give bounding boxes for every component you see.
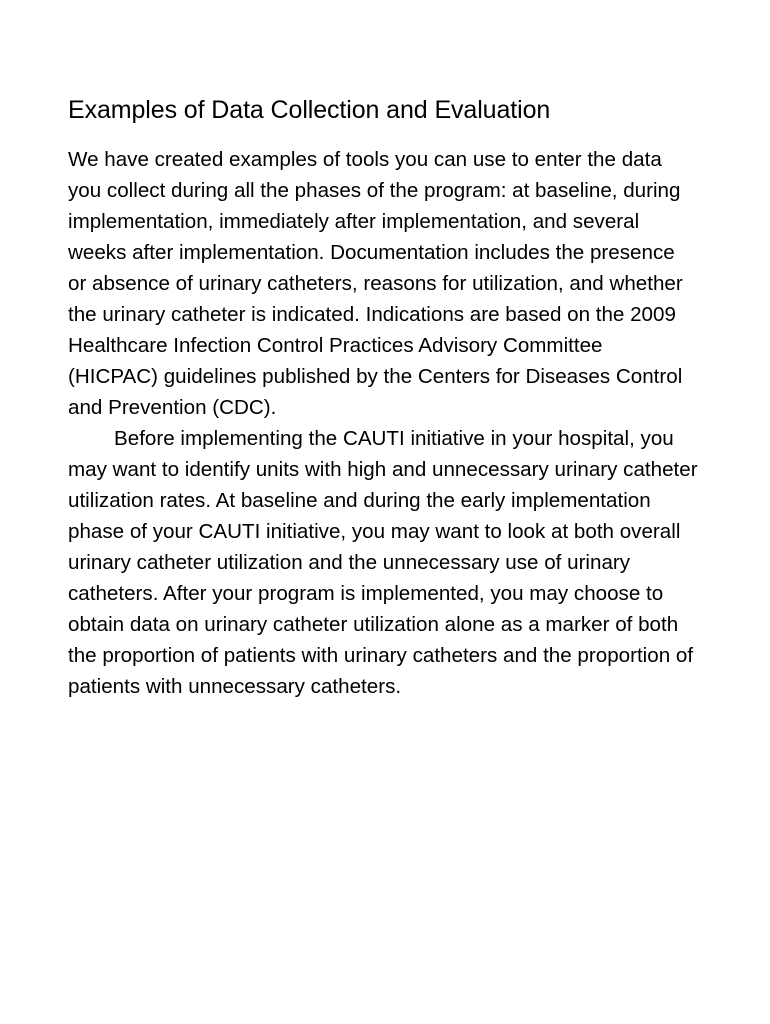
body-paragraph-cauti-initiative: Before implementing the CAUTI initiative in your hospital, you may want to identify units with high and unnecessary urinary catheter utilization rates. At baseline and during the early implementation phase of your CAUTI initiative, you may want to look at both overall urinary catheter utilization and the unnecessary use of urinary catheters. After your program is implemented, you may choose to obtain data on urinary catheter utilization alone as a marker of both the proportion of patients with urinary catheters and the proportion of patients with unnecessary catheters. xyxy=(68,427,698,698)
section-heading: Examples of Data Collection and Evaluation xyxy=(68,96,551,124)
body-paragraph-data-collection-tools: We have created examples of tools you can use to enter the data you collect during all the phases of the program: at baseline, during implementation, immediately after implementation, and several weeks after implementation. Documentation includes the presence or absence of urinary catheters, reasons for utilization, and whether the urinary catheter is indicated. Indications are based on the 2009 Healthcare Infection Control Practices Advisory Committee (HICPAC) guidelines published by the Centers for Diseases Control and Prevention (CDC). xyxy=(68,148,683,419)
document-content xyxy=(68,92,698,702)
